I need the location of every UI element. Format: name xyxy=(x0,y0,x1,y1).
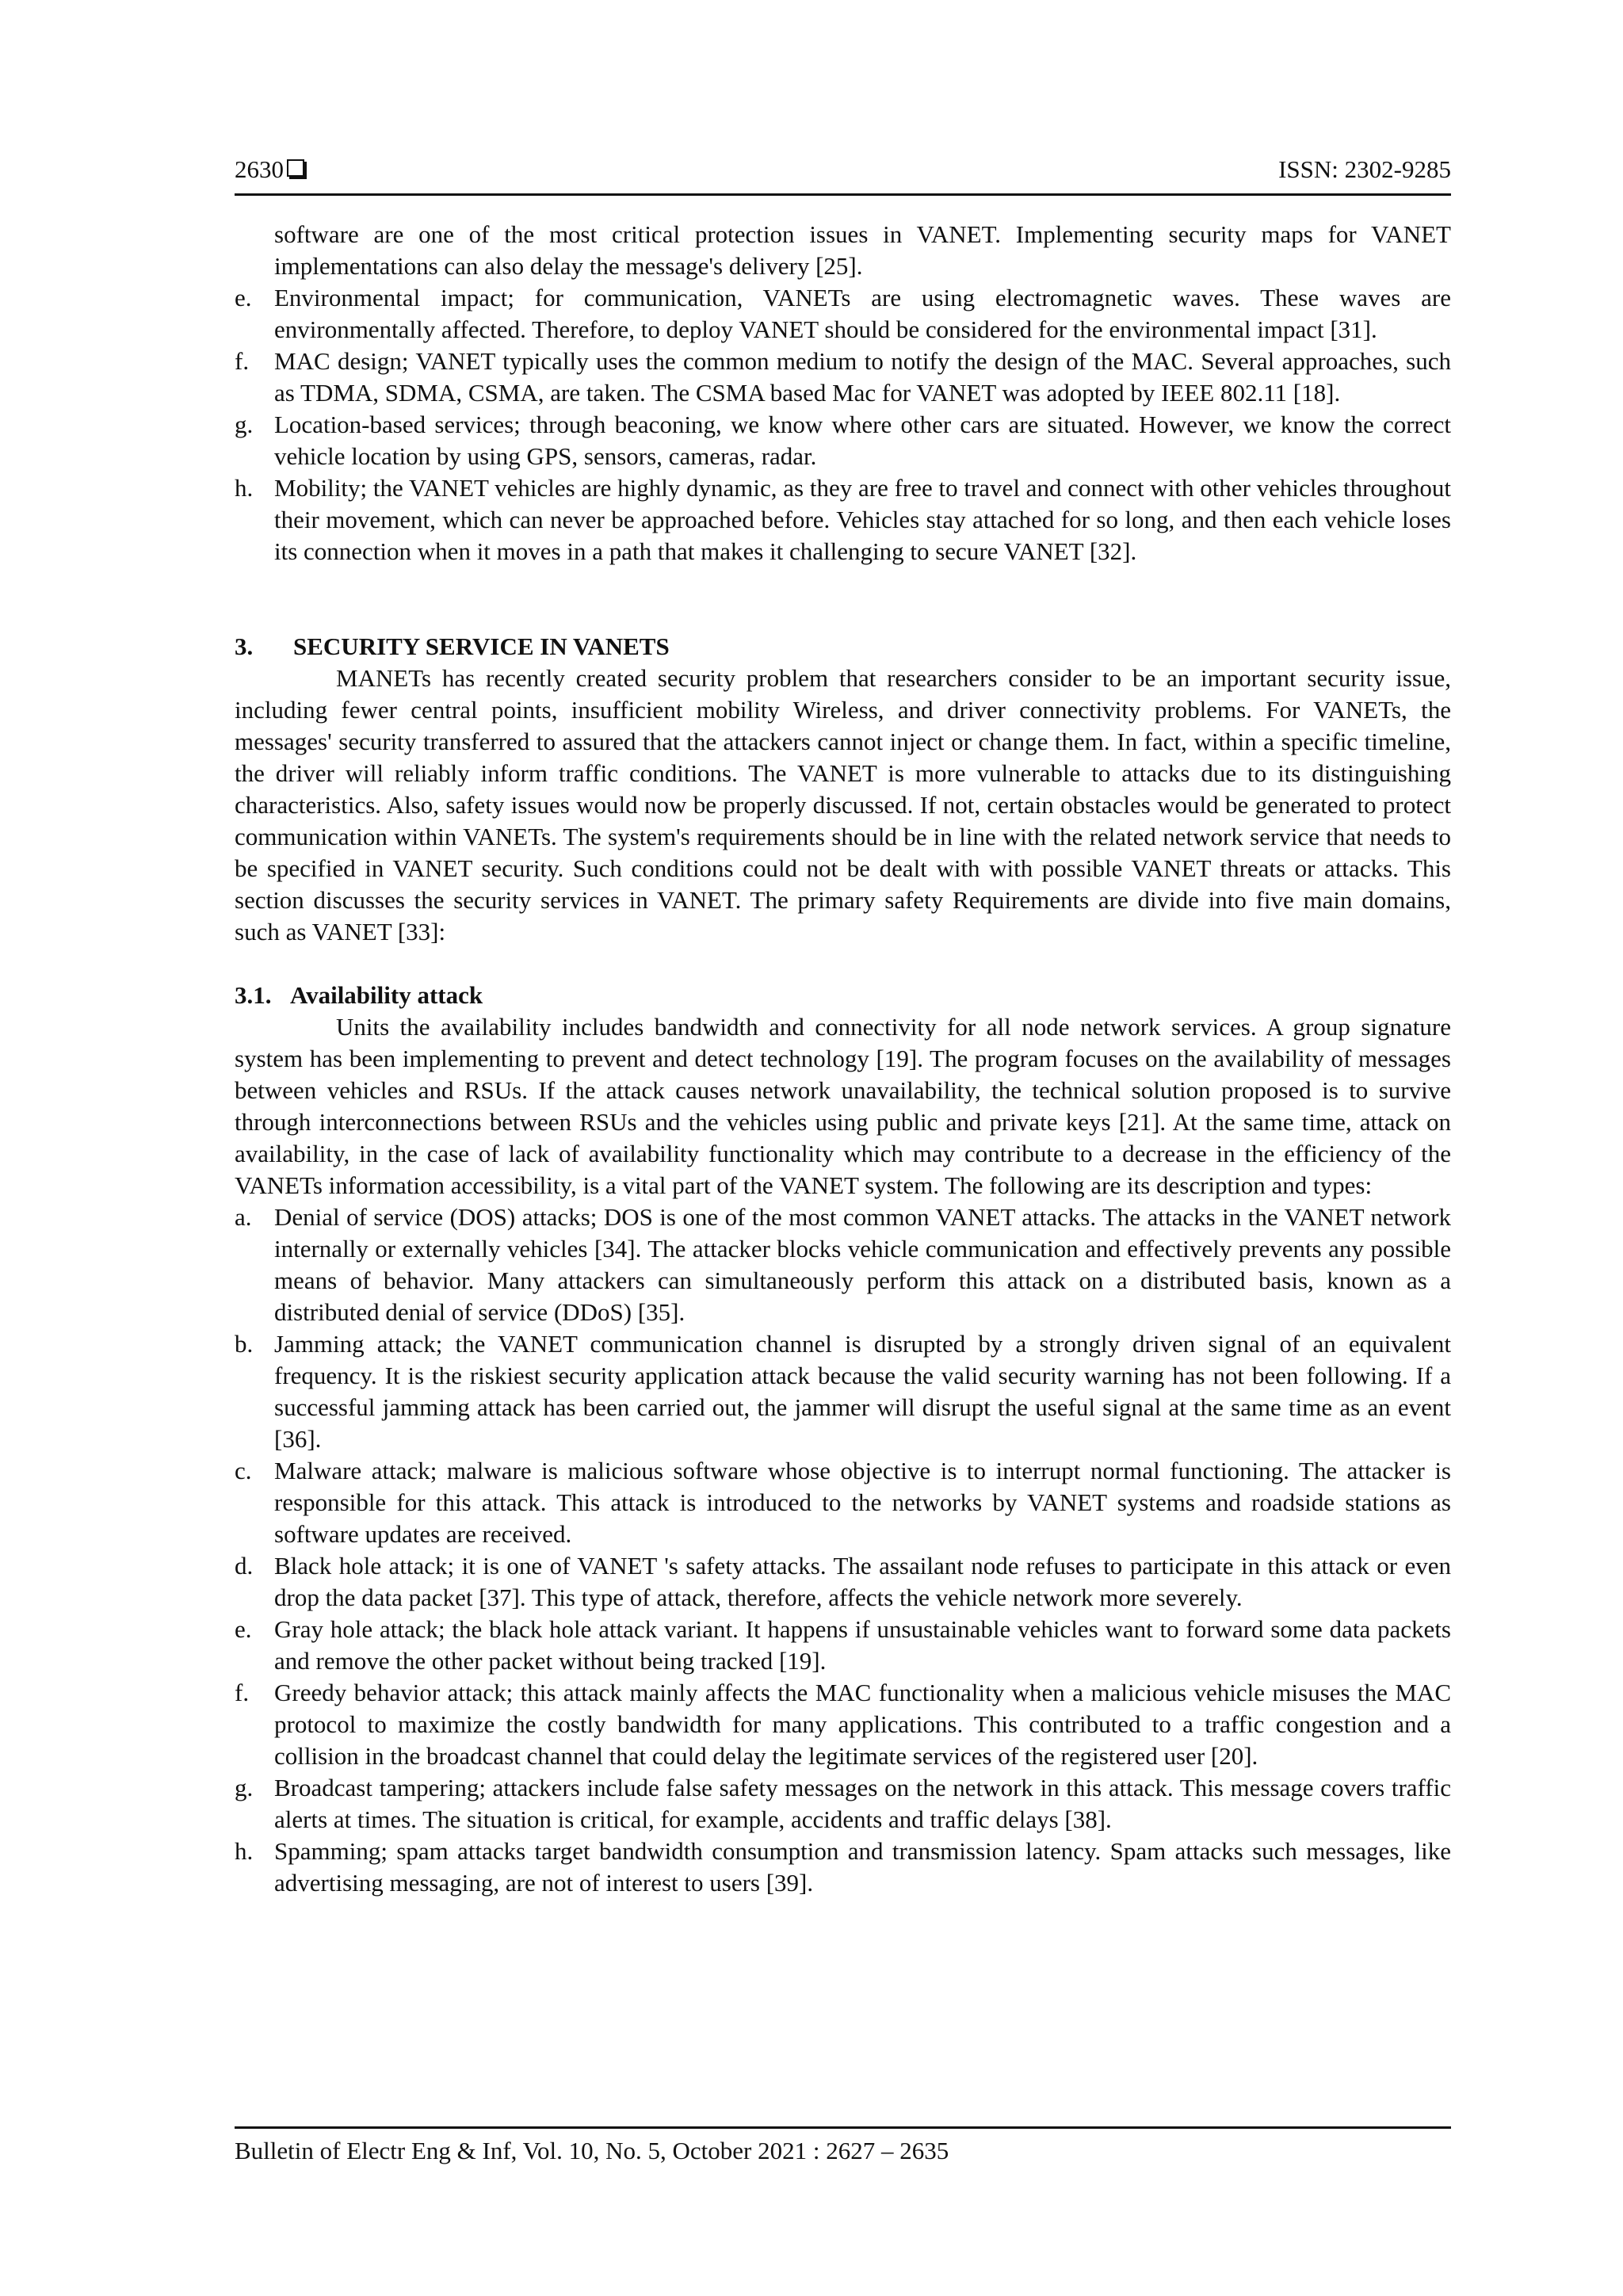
subsection-paragraph: Units the availability includes bandwidth and connectivity for all node network services. A group signature system has been implementing to prevent and detect technology [19]. The program focuses on the availability of messages between vehicles and RSUs. If the attack causes network unavailability, the technical solution proposed is to survive through interconnections between RSUs and the vehicles using public and private keys [21]. At the same time, attack on availability, in the case of lack of availability functionality which may contribute to a decrease in the efficiency of the VANETs information accessibility, is a vital part of the VANET system. The following are its description and types: xyxy=(235,1013,1451,1199)
list-item-text: Gray hole attack; the black hole attack variant. It happens if unsustainable vehicles want to forward some data packets and remove the other packet without being tracked [19]. xyxy=(274,1615,1451,1675)
list-marker: f. xyxy=(235,1679,250,1706)
section-paragraph: MANETs has recently created security problem that researchers consider to be an important security issue, including fewer central points, insufficient mobility Wireless, and driver connectivity problems. For VANETs, the messages' security transferred to assured that the attackers cannot inject or change them. In fact, within a specific timeline, the driver will reliably inform traffic conditions. The VANET is more vulnerable to attacks due to its distinguishing characteristics. Also, safety issues would now be properly discussed. If not, certain obstacles would be generated to protect communication within VANETs. The system's requirements should be in line with the related network service that needs to be specified in VANET security. Such conditions could not be dealt with with possible VANET threats or attacks. This section discusses the security services in VANET. The primary safety Requirements are divide into five main domains, such as VANET [33]: xyxy=(235,664,1451,946)
list-item-text: Malware attack; malware is malicious software whose objective is to interrupt normal functioning. The attacker is responsible for this attack. This attack is introduced to the networks by VANET systems and roadside stations as software updates are received. xyxy=(274,1457,1451,1548)
list-item xyxy=(235,409,1451,472)
list-item xyxy=(235,1455,1451,1550)
list-item xyxy=(235,1677,1451,1772)
list-item xyxy=(235,472,1451,567)
list-item-text: Broadcast tampering; attackers include false safety messages on the network in this attack. This message covers traffic alerts at times. The situation is critical, for example, accidents and traffic delays [38]. xyxy=(274,1774,1451,1833)
list-marker: e. xyxy=(235,284,252,311)
list-characteristics xyxy=(235,282,1451,567)
page-content xyxy=(235,219,1451,1899)
list-marker: g. xyxy=(235,411,254,438)
section-number: 3. xyxy=(235,632,254,660)
page-footer xyxy=(235,2126,1451,2165)
list-marker: d. xyxy=(235,1552,254,1580)
footer-citation: Bulletin of Electr Eng & Inf, Vol. 10, No. 5, October 2021 : 2627 – 2635 xyxy=(235,2137,949,2164)
list-marker: b. xyxy=(235,1330,254,1358)
list-item xyxy=(235,1550,1451,1614)
list-item xyxy=(235,1772,1451,1836)
issn: ISSN: 2302-9285 xyxy=(1278,155,1451,183)
list-marker: c. xyxy=(235,1457,252,1484)
subsection-title: Availability attack xyxy=(290,981,483,1009)
list-item-text: Environmental impact; for communication, VANETs are using electromagnetic waves. These waves are environmentally affected. Therefore, to deploy VANET should be considered for the environmental impact [31]. xyxy=(274,284,1451,343)
list-marker: h. xyxy=(235,1837,254,1865)
list-item xyxy=(235,282,1451,346)
list-item xyxy=(235,1614,1451,1677)
list-item-text: Spamming; spam attacks target bandwidth consumption and transmission latency. Spam attacks such messages, like advertising messaging, are not of interest to users [39]. xyxy=(274,1837,1451,1897)
subsection-number: 3.1. xyxy=(235,981,272,1009)
list-item-text: Denial of service (DOS) attacks; DOS is one of the most common VANET attacks. The attacks in the VANET network internally or externally vehicles [34]. The attacker blocks vehicle communication and effectively prevents any possible means of behavior. Many attackers can simultaneously perform this attack on a distributed basis, known as a distributed denial of service (DDoS) [35]. xyxy=(274,1203,1451,1326)
list-item-text: Black hole attack; it is one of VANET 's safety attacks. The assailant node refuses to participate in this attack or even drop the data packet [37]. This type of attack, therefore, affects the vehicle network more severely. xyxy=(274,1552,1451,1611)
list-item xyxy=(235,1201,1451,1328)
list-item xyxy=(235,1328,1451,1455)
page-number: 2630 xyxy=(235,155,304,184)
list-marker: g. xyxy=(235,1774,254,1801)
list-item-text: Jamming attack; the VANET communication channel is disrupted by a strongly driven signal of an equivalent frequency. It is the riskiest security application attack because the valid security warning has not been following. If a successful jamming attack has been carried out, the jammer will disrupt the useful signal at the same time as an event [36]. xyxy=(274,1330,1451,1453)
list-item-text: Location-based services; through beaconing, we know where other cars are situated. However, we know the correct vehicle location by using GPS, sensors, cameras, radar. xyxy=(274,411,1451,470)
page-box-icon xyxy=(287,159,304,177)
list-attacks xyxy=(235,1201,1451,1899)
list-item-text: Mobility; the VANET vehicles are highly dynamic, as they are free to travel and connect with other vehicles throughout their movement, which can never be approached before. Vehicles stay attached for so long, and then each vehicle loses its connection when it moves in a path that makes it challenging to secure VANET [32]. xyxy=(274,474,1452,565)
list-item-text: Greedy behavior attack; this attack mainly affects the MAC functionality when a malicious vehicle misuses the MAC protocol to maximize the costly bandwidth for many applications. This contributed to a traffic congestion and a collision in the broadcast channel that could delay the legitimate services of the registered user [20]. xyxy=(274,1679,1451,1770)
list-marker: f. xyxy=(235,347,250,375)
list-marker: e. xyxy=(235,1615,252,1643)
section-heading xyxy=(235,631,1451,663)
list-item xyxy=(235,1836,1451,1899)
subsection-heading xyxy=(235,980,1451,1011)
list-item xyxy=(235,346,1451,409)
list-item-text: MAC design; VANET typically uses the common medium to notify the design of the MAC. Several approaches, such as TDMA, SDMA, CSMA, are taken. The CSMA based Mac for VANET was adopted by IEEE 802.11 [18]. xyxy=(274,347,1451,407)
list-marker: h. xyxy=(235,474,254,502)
list-marker: a. xyxy=(235,1203,252,1231)
page-header xyxy=(235,155,1451,196)
section-title: SECURITY SERVICE IN VANETS xyxy=(293,632,670,660)
continued-item-text: software are one of the most critical protection issues in VANET. Implementing security maps for VANET implementations can also delay the message's delivery [25]. xyxy=(274,220,1451,280)
